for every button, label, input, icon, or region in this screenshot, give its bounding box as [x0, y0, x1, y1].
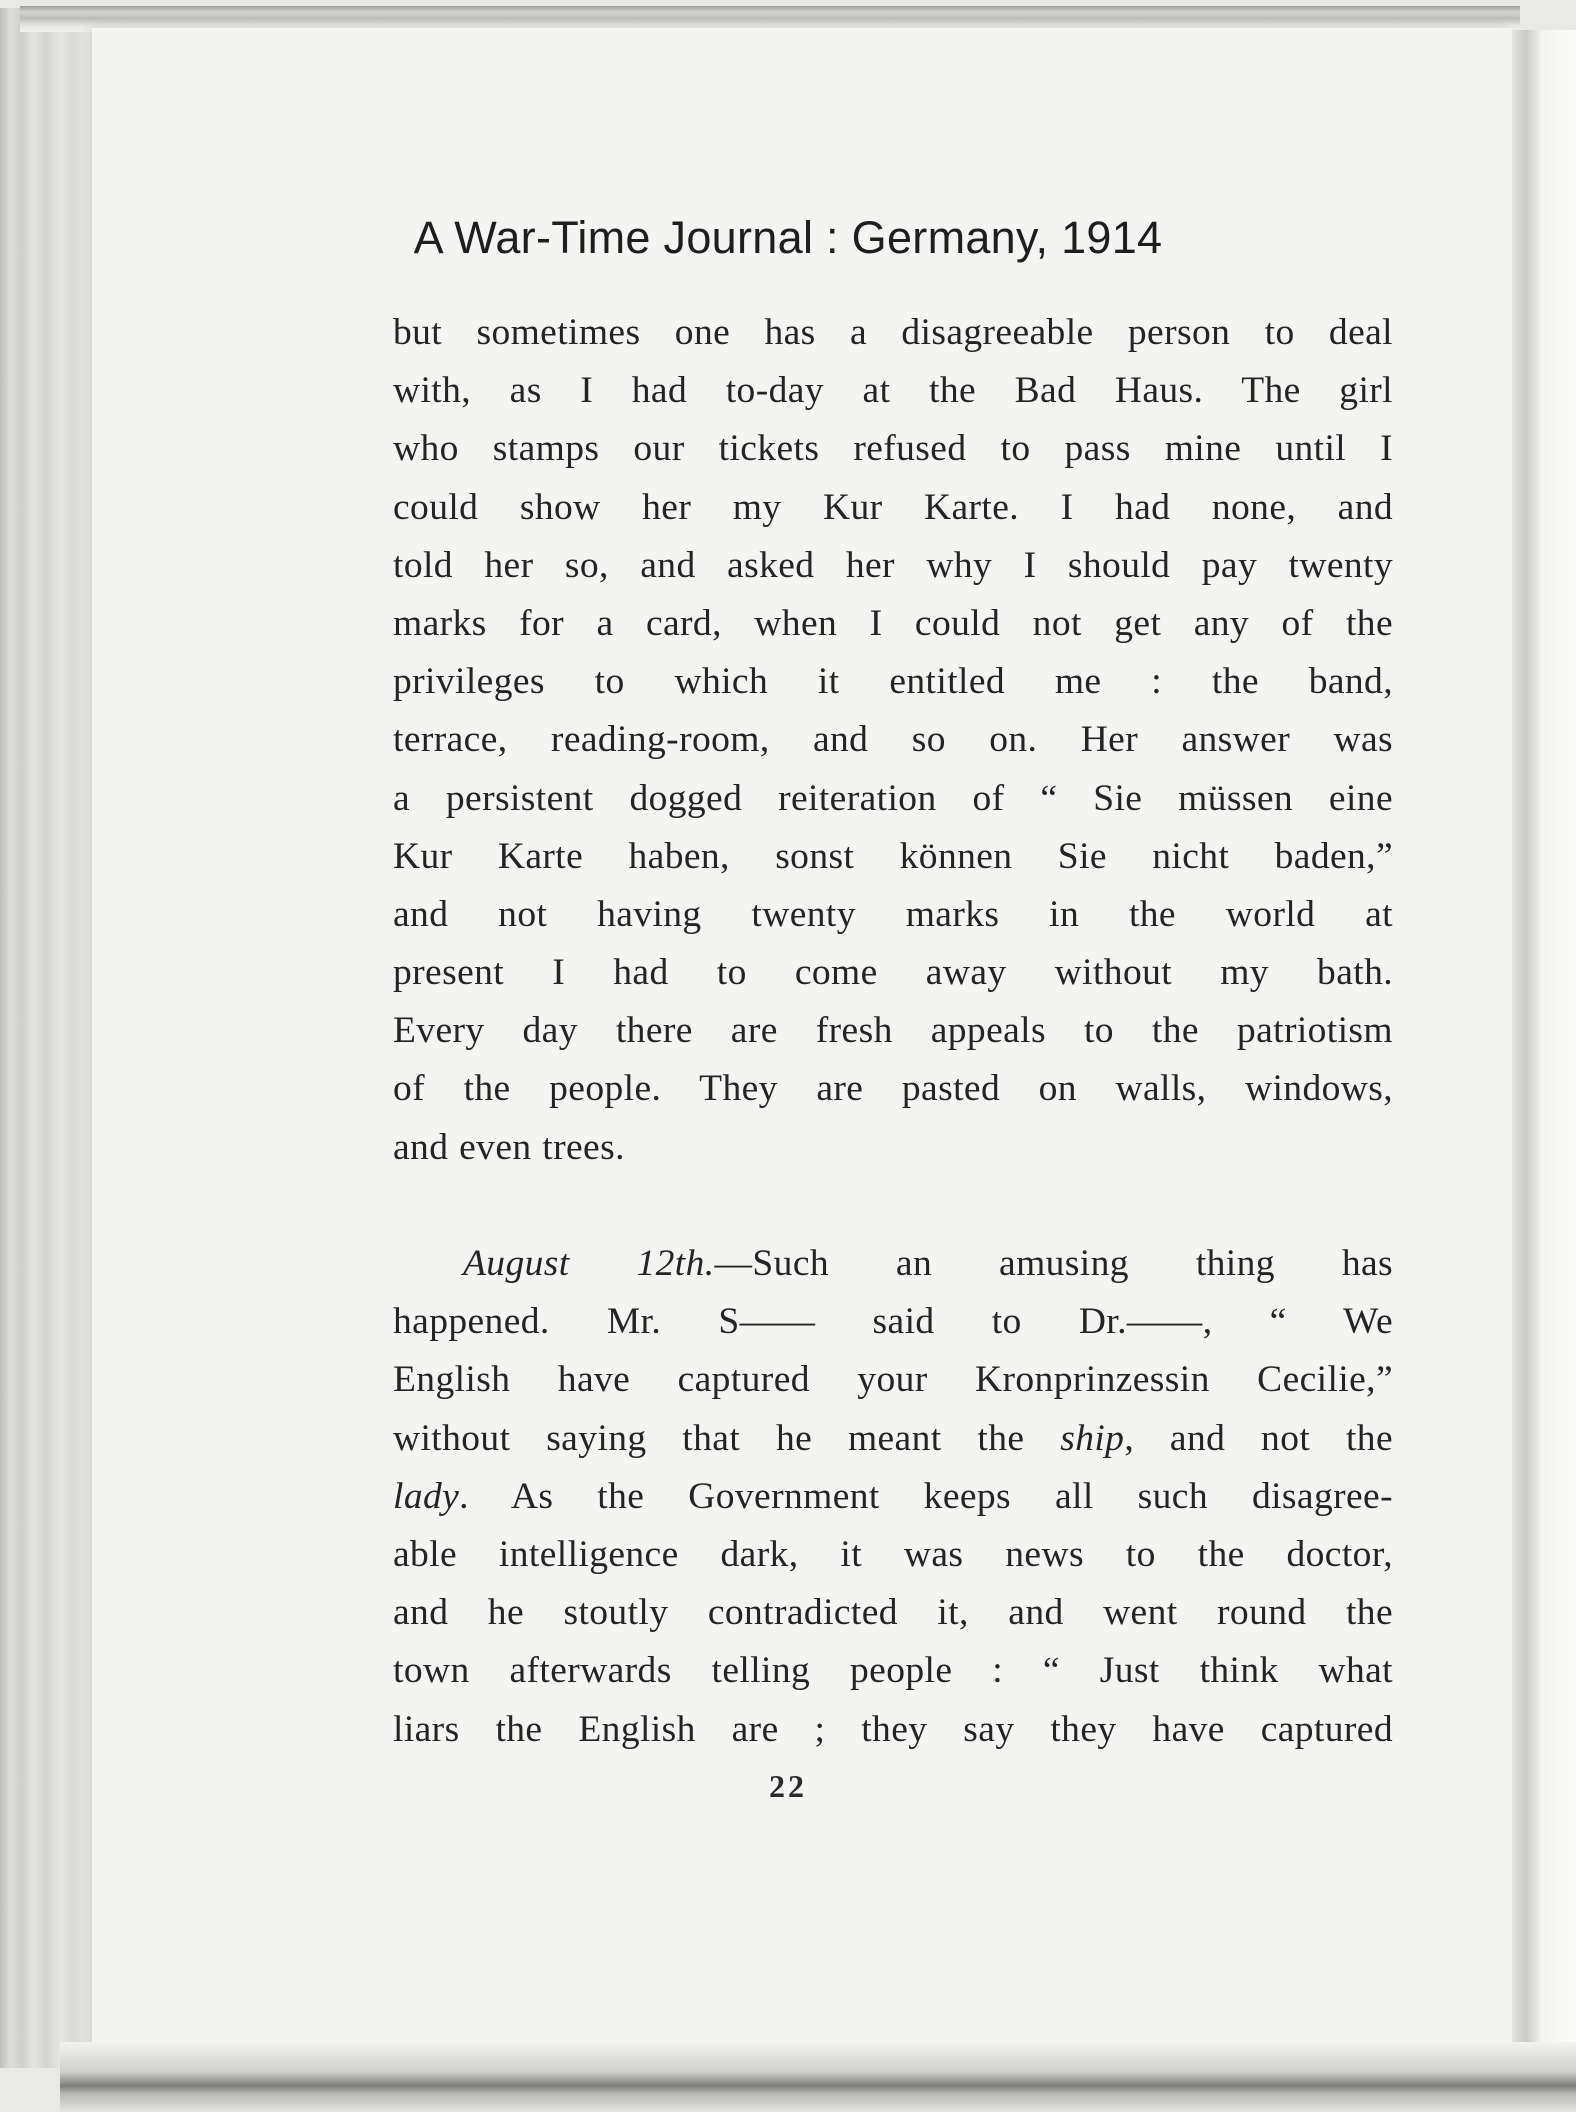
- text-line: with, as I had to-day at the Bad Haus. The girl: [393, 370, 1393, 412]
- text-line: English have captured your Kronprinzessin Cecilie,”: [393, 1359, 1393, 1401]
- text-line: terrace, reading-room, and so on. Her answer was: [393, 719, 1393, 761]
- text-line: happened. Mr. S—— said to Dr.——, “ We: [393, 1301, 1393, 1343]
- text-line: but sometimes one has a disagreeable person to deal: [393, 312, 1393, 353]
- text-line: and not having twenty marks in the world at: [393, 893, 1393, 935]
- text-line: could show her my Kur Karte. I had none, and: [393, 486, 1393, 528]
- text-line: Kur Karte haben, sonst können Sie nicht baden,”: [393, 835, 1393, 877]
- right-page-edge: [1512, 30, 1576, 2070]
- text-line: told her so, and asked her why I should pay twenty: [393, 544, 1393, 586]
- italic-word: ship: [1060, 1417, 1125, 1459]
- page-number: 22: [769, 1768, 807, 1804]
- text-line: of the people. They are pasted on walls, windows,: [393, 1068, 1393, 1110]
- text-line: and even trees.: [393, 1126, 625, 1168]
- paragraph-1: [393, 304, 1393, 1177]
- text-span: , and not the: [1124, 1417, 1393, 1459]
- text-span: —Such an amusing thing has: [714, 1243, 1394, 1284]
- text-line: privileges to which it entitled me : the band,: [393, 661, 1393, 703]
- text-line: marks for a card, when I could not get any of the: [393, 602, 1393, 644]
- text-line: who stamps our tickets refused to pass mine until I: [393, 428, 1393, 470]
- text-line: [393, 1468, 1393, 1526]
- entry-date: August 12th.: [463, 1243, 715, 1284]
- paragraph-2: [393, 1235, 1393, 1759]
- text-line: and he stoutly contradicted it, and went round the: [393, 1592, 1393, 1634]
- text-line: liars the English are ; they say they have captured: [393, 1708, 1393, 1750]
- running-head: A War-Time Journal : Germany, 1914: [413, 212, 1163, 263]
- text-line: able intelligence dark, it was news to the doctor,: [393, 1533, 1393, 1575]
- text-line: Every day there are fresh appeals to the patriotism: [393, 1010, 1393, 1052]
- text-span: without saying that he meant the: [393, 1417, 1061, 1459]
- text-line: town afterwards telling people : “ Just think what: [393, 1650, 1393, 1692]
- italic-word: lady: [393, 1475, 460, 1517]
- text-line: present I had to come away without my bath.: [393, 952, 1393, 994]
- text-line: [393, 1410, 1393, 1468]
- bottom-page-edge: [60, 2042, 1576, 2112]
- text-line: [393, 1235, 1393, 1293]
- text-line: a persistent dogged reiteration of “ Sie müssen eine: [393, 777, 1393, 819]
- text-span: . As the Government keeps all such disagree-: [459, 1475, 1393, 1517]
